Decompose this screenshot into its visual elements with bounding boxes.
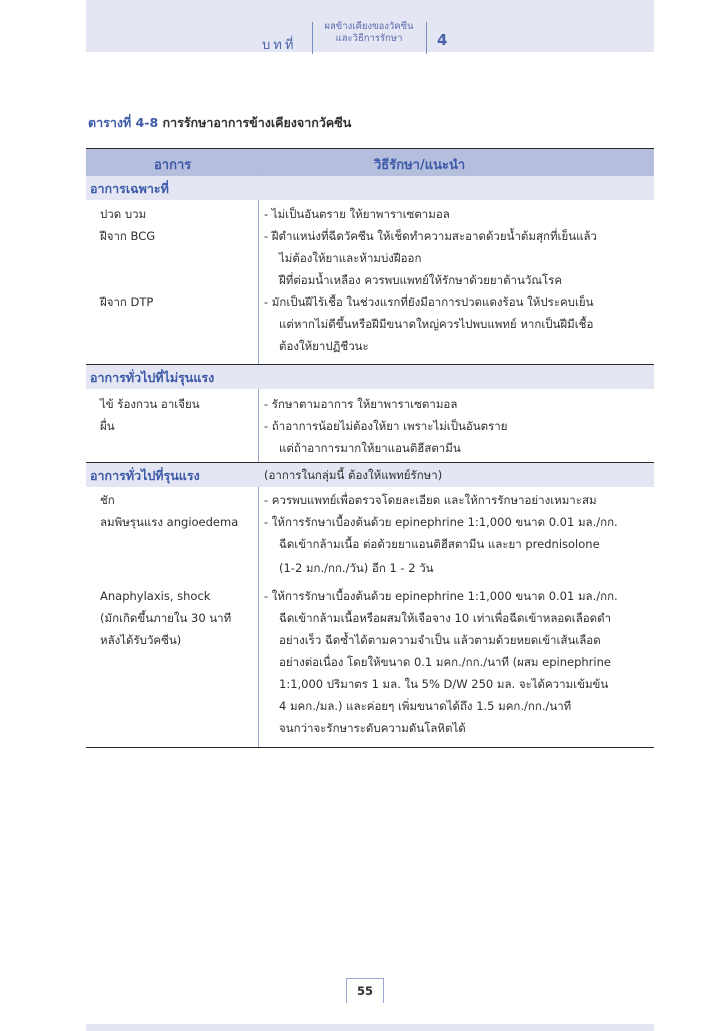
- symptom-cell: (มักเกิดขึ้นภายใน 30 นาที: [100, 611, 232, 625]
- chapter-number: 4: [437, 31, 448, 49]
- treatment-line: - มักเป็นฝีไร้เชื้อ ในช่วงแรกที่ยังมีอาการปวดแดงร้อน ให้ประคบเย็น: [264, 295, 594, 309]
- symptom-cell: ผื่น: [100, 419, 115, 433]
- chapter-title: [318, 21, 420, 45]
- symptom-cell: ไข้ ร้องกวน อาเจียน: [100, 397, 200, 411]
- table-bottom-rule: [86, 747, 654, 748]
- symptom-cell: หลังได้รับวัคซีน): [100, 633, 182, 647]
- treatment-line: จนกว่าจะรักษาระดับความดันโลหิตได้: [279, 721, 466, 735]
- symptom-cell: ลมพิษรุนแรง angioedema: [100, 515, 239, 529]
- table-caption: [88, 113, 351, 133]
- treatment-line: ต้องให้ยาปฏิชีวนะ: [279, 339, 369, 353]
- treatment-line: อย่างเร็ว ฉีดซ้ำได้ตามความจำเป็น แล้วตามด้วยหยดเข้าเส้นเลือด: [279, 633, 601, 647]
- treatment-line: ไม่ต้องให้ยาและห้ามบ่งฝีออก: [279, 251, 422, 265]
- chapter-title-line2: และวิธีการรักษา: [335, 33, 403, 44]
- symptom-cell: ฝีจาก BCG: [100, 229, 156, 243]
- table-caption-title: การรักษาอาการข้างเคียงจากวัคซีน: [162, 115, 352, 130]
- section-heading-row: [86, 176, 654, 200]
- chapter-title-line1: ผลข้างเคียงของวัคซีน: [324, 21, 414, 32]
- treatment-line: แต่หากไม่ดีขึ้นหรือฝีมีขนาดใหญ่ควรไปพบแพทย์ หากเป็นฝีมีเชื้อ: [279, 317, 594, 331]
- treatment-line: - ให้การรักษาเบื้องต้นด้วย epinephrine 1:1,000 ขนาด 0.01 มล./กก.: [264, 515, 618, 529]
- treatment-line: - ถ้าอาการน้อยไม่ต้องให้ยา เพราะไม่เป็นอันตราย: [264, 419, 508, 433]
- treatment-line: - ควรพบแพทย์เพื่อตรวจโดยละเอียด และให้การรักษาอย่างเหมาะสม: [264, 493, 597, 507]
- symptom-cell: ฝีจาก DTP: [100, 295, 154, 309]
- table-header-row: [86, 148, 654, 177]
- treatment-line: ฉีดเข้ากล้ามเนื้อหรือผสมให้เจือจาง 10 เท่าเพื่อฉีดเข้าหลอดเลือดดำ: [279, 611, 612, 625]
- header-divider: [426, 22, 427, 54]
- treatment-line: - ไม่เป็นอันตราย ให้ยาพาราเซตามอล: [264, 207, 450, 221]
- symptom-cell: ปวด บวม: [100, 207, 147, 221]
- symptom-cell: ชัก: [100, 493, 115, 507]
- section-heading-note: (อาการในกลุ่มนี้ ต้องให้แพทย์รักษา): [264, 468, 443, 482]
- symptom-cell: Anaphylaxis, shock: [100, 589, 211, 603]
- section-heading-row: [86, 365, 654, 389]
- section-heading: อาการทั่วไปที่ไม่รุนแรง: [90, 370, 215, 385]
- treatment-line: - รักษาตามอาการ ให้ยาพาราเซตามอล: [264, 397, 458, 411]
- chapter-label: บทที่: [262, 38, 297, 53]
- header-divider: [312, 22, 313, 54]
- section-heading: อาการทั่วไปที่รุนแรง: [90, 468, 200, 483]
- column-header-symptom: อาการ: [154, 158, 192, 173]
- treatment-line: - ฝีตำแหน่งที่ฉีดวัคซีน ให้เช็ดทำความสะอาดด้วยน้ำต้มสุกที่เย็นแล้ว: [264, 229, 597, 243]
- treatment-line: - ให้การรักษาเบื้องต้นด้วย epinephrine 1:1,000 ขนาด 0.01 มล./กก.: [264, 589, 618, 603]
- treatment-line: อย่างต่อเนื่อง โดยให้ขนาด 0.1 มคก./กก./นาที (ผสม epinephrine: [279, 655, 611, 669]
- treatment-line: ฉีดเข้ากล้ามเนื้อ ต่อด้วยยาแอนติฮีสตามีน และยา prednisolone: [279, 537, 600, 551]
- treatment-line: แต่ถ้าอาการมากให้ยาแอนติฮีสตามีน: [279, 441, 461, 455]
- treatment-line: 4 มคก./มล.) และค่อยๆ เพิ่มขนาดได้ถึง 1.5 มคก./กก./นาที: [279, 699, 572, 713]
- treatment-line: 1:1,000 ปริมาตร 1 มล. ใน 5% D/W 250 มล. จะได้ความเข้มข้น: [279, 677, 609, 691]
- column-header-treatment: วิธีรักษา/แนะนำ: [374, 158, 466, 173]
- treatment-line: (1-2 มก./กก./วัน) อีก 1 - 2 วัน: [279, 561, 434, 575]
- treatment-line: ฝีที่ต่อมน้ำเหลือง ควรพบแพทย์ให้รักษาด้วยยาต้านวัณโรค: [279, 273, 563, 287]
- section-heading: อาการเฉพาะที่: [90, 181, 169, 196]
- column-divider: [258, 175, 259, 747]
- page-number: 55: [346, 978, 384, 1003]
- table-caption-label: ตารางที่ 4-8: [88, 115, 159, 130]
